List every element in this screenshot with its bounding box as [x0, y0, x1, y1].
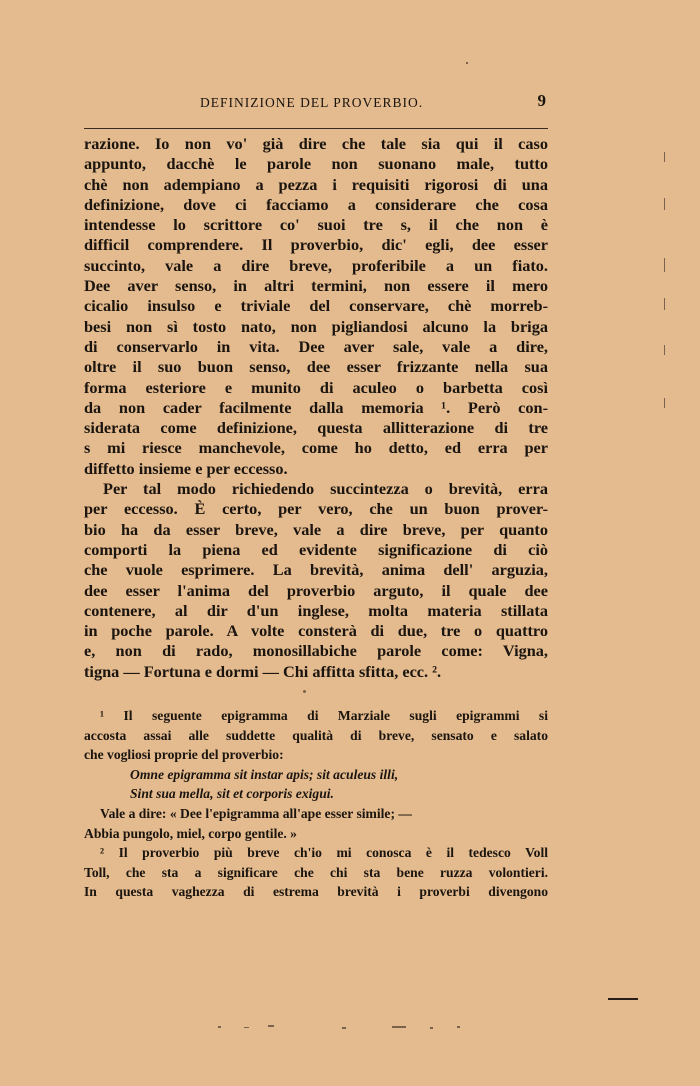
speck: [430, 1027, 433, 1029]
main-text: [84, 134, 548, 682]
footnote-2-line: Toll, che sta a significare che chi sta bene ruzza volontieri.: [84, 864, 548, 880]
text-line: razione. Io non vo' già dire che tale sia qui il caso: [84, 134, 548, 153]
page-number: 9: [537, 91, 546, 110]
text-line: Per tal modo richiedendo succintezza o brevità, erra: [103, 479, 548, 499]
translation-line: Vale a dire: « Dee l'epigramma all'ape esser simile; —: [100, 805, 412, 821]
text-line: Dee aver senso, in altri termini, non essere il mero: [84, 276, 548, 296]
footnote-2-line: In questa vaghezza di estrema brevità i proverbi divengono: [84, 884, 548, 900]
text-line: comporti la piena ed evidente significazione di ciò: [84, 539, 548, 559]
footnotes: [84, 706, 548, 902]
text-line: bio ha da esser breve, vale a dire breve, per quanto: [84, 519, 548, 539]
latin-verse: Sint sua mella, sit et corporis exigui.: [130, 786, 334, 802]
text-line: oltre il suo buon senso, dee esser frizzante nella sua: [84, 357, 548, 377]
text-line: chè non adempiano a pezza i requisiti rigorosi di una: [84, 174, 548, 194]
text-line: appunto, dacchè le parole non suonano male, tutto: [84, 154, 548, 174]
latin-verse: Omne epigramma sit instar apis; sit aculeus illi,: [130, 766, 399, 782]
text-line: diffetto insieme e per eccesso.: [84, 458, 288, 478]
text-line: difficil comprendere. Il proverbio, dic' egli, dee esser: [84, 235, 548, 255]
text-line: dee esser l'anima del proverbio arguto, il quale dee: [84, 580, 548, 600]
speck: [342, 1027, 346, 1029]
text-line: s mi riesce manchevole, come ho detto, ed erra per: [84, 438, 548, 458]
edge-mark: [608, 998, 638, 1000]
speck: [457, 1026, 460, 1028]
margin-mark: [664, 258, 665, 272]
text-line: e, non di rado, monosillabiche parole come: Vigna,: [84, 641, 548, 661]
speck: [392, 1026, 406, 1028]
margin-mark: [664, 152, 665, 162]
footnote-2-line: ² Il proverbio più breve ch'io mi conosca è il tedesco Voll: [100, 845, 548, 861]
margin-mark: [664, 398, 665, 408]
text-line: tigna — Fortuna e dormi — Chi affitta sfitta, ecc. ².: [84, 661, 442, 681]
text-line: definizione, dove ci facciamo a considerare che cosa: [84, 194, 548, 214]
text-line: per eccesso. È certo, per vero, che un buon prover-: [84, 499, 548, 519]
speck: [466, 62, 468, 64]
text-line: in poche parole. A volte consterà di due, tre o quattro: [84, 621, 548, 641]
footnote-1-line: ¹ Il seguente epigramma di Marziale sugli epigrammi si: [100, 708, 548, 723]
speck: [218, 1026, 221, 1028]
margin-mark: [664, 198, 665, 210]
text-line: siderata come definizione, questa allitterazione di tre: [84, 418, 548, 438]
chapter-title: DEFINIZIONE DEL PROVERBIO.: [200, 95, 424, 110]
text-line: che vuole esprimere. La brevità, anima dell' arguzia,: [84, 560, 548, 580]
margin-mark: [664, 298, 665, 310]
margin-mark: [664, 345, 665, 355]
speck: [303, 690, 306, 693]
speck: [268, 1025, 274, 1027]
text-line: forma esteriore e munito di aculeo o barbetta così: [84, 377, 548, 397]
running-header: [84, 91, 548, 115]
text-line: cicalio insulso e triviale del conservare, chè morreb-: [84, 296, 548, 316]
text-line: besi non sì tosto nato, non pigliandosi alcuno la briga: [84, 316, 548, 336]
text-line: contenere, al dir d'un inglese, molta materia stillata: [84, 600, 548, 620]
footnote-1-line: accosta assai alle suddette qualità di breve, sensato e salato: [84, 727, 548, 743]
speck: [244, 1027, 249, 1028]
text-line: intendesse lo scrittore co' suoi tre s, il che non è: [84, 215, 548, 235]
translation-line: Abbia pungolo, miel, corpo gentile. »: [84, 825, 297, 841]
header-rule: [84, 128, 548, 129]
text-line: succinto, vale a dire breve, proferibile a un fiato.: [84, 255, 548, 275]
text-line: da non cader facilmente dalla memoria ¹. Però con-: [84, 397, 548, 417]
footnote-1-line: che vogliosi proprie del proverbio:: [84, 747, 284, 763]
text-line: di conservarlo in vita. Dee aver sale, vale a dire,: [84, 336, 548, 356]
